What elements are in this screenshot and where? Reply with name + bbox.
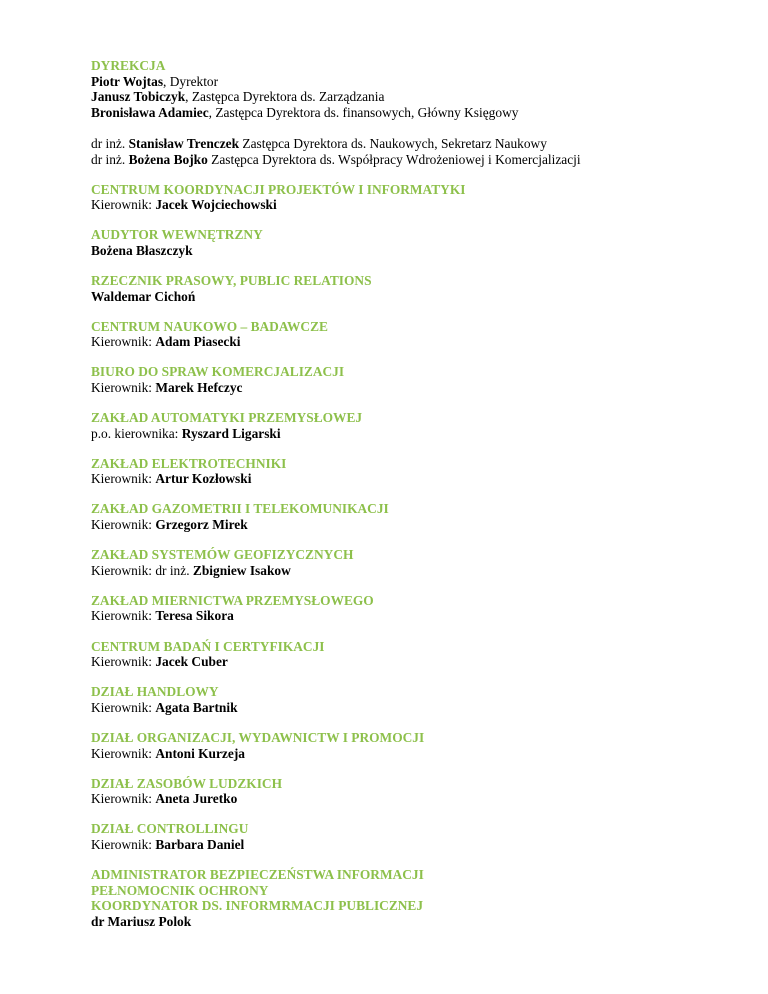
- unit-heading: ZAKŁAD MIERNICTWA PRZEMYSŁOWEGO: [91, 592, 374, 608]
- final-section: [91, 867, 731, 929]
- unit-section: [91, 684, 731, 715]
- person-name: Aneta Juretko: [155, 791, 238, 807]
- public-info-coordinator-heading: KOORDYNATOR DS. INFORMRMACJI PUBLICZNEJ: [91, 898, 424, 914]
- person-name: Stanisław Trenczek: [128, 135, 240, 151]
- org-document: [91, 58, 731, 944]
- person-name: Bronisława Adamiec: [91, 104, 209, 120]
- unit-section: [91, 776, 731, 807]
- direction-section: [91, 58, 731, 167]
- unit-heading: DZIAŁ CONTROLLINGU: [91, 821, 249, 837]
- unit-head-line: [91, 197, 731, 213]
- unit-head-line: [91, 426, 731, 442]
- security-admin-heading: ADMINISTRATOR BEZPIECZEŃSTWA INFORMACJI: [91, 866, 424, 882]
- role-label: Kierownik:: [91, 197, 156, 213]
- person-role: Zastępca Dyrektora ds. Naukowych, Sekretarz Naukowy: [239, 135, 547, 151]
- person-role: Zastępca Dyrektora ds. Współpracy Wdrożeniowej i Komercjalizacji: [207, 151, 581, 167]
- deputy-science-line: [91, 136, 731, 152]
- units-list: [91, 182, 731, 853]
- protection-officer-heading: PEŁNOMOCNIK OCHRONY: [91, 882, 269, 898]
- unit-head-line: [91, 334, 731, 350]
- person-name: Bożena Błaszczyk: [91, 242, 193, 258]
- person-name: Adam Piasecki: [155, 334, 241, 350]
- role-label: Kierownik:: [91, 836, 156, 852]
- title-prefix: dr inż.: [91, 135, 129, 151]
- person-name: Teresa Sikora: [155, 608, 234, 624]
- person-name: Grzegorz Mirek: [155, 517, 248, 533]
- unit-head-line: [91, 563, 731, 579]
- person-name: Marek Hefczyc: [155, 380, 243, 395]
- unit-section: [91, 593, 731, 624]
- unit-heading: ZAKŁAD ELEKTROTECHNIKI: [91, 455, 287, 471]
- unit-section: [91, 730, 731, 761]
- unit-section: [91, 501, 731, 532]
- deputy-management-line: [91, 89, 731, 105]
- person-name: Piotr Wojtas: [91, 73, 164, 89]
- unit-heading: RZECZNIK PRASOWY, PUBLIC RELATIONS: [91, 273, 372, 289]
- person-name: Jacek Cuber: [155, 654, 228, 670]
- unit-head-line: [91, 608, 731, 624]
- unit-section: [91, 456, 731, 487]
- role-label: Kierownik:: [91, 334, 156, 350]
- deputy-cooperation-line: [91, 152, 731, 168]
- unit-head-line: [91, 471, 731, 487]
- deputy-finance-line: [91, 105, 731, 121]
- role-label: Kierownik:: [91, 699, 156, 715]
- role-label: Kierownik:: [91, 471, 156, 487]
- person-name: Jacek Wojciechowski: [155, 197, 277, 213]
- unit-head-line: [91, 746, 731, 762]
- unit-head-line: [91, 517, 731, 533]
- role-label: p.o. kierownika:: [91, 425, 182, 441]
- person-role: , Dyrektor: [163, 73, 219, 89]
- unit-heading: DZIAŁ HANDLOWY: [91, 684, 219, 700]
- person-name: Artur Kozłowski: [155, 471, 252, 487]
- unit-heading: DZIAŁ ZASOBÓW LUDZKICH: [91, 775, 282, 791]
- person-name: Bożena Bojko: [128, 151, 208, 167]
- person-role: , Zastępca Dyrektora ds. Zarządzania: [185, 89, 385, 105]
- unit-heading: ZAKŁAD AUTOMATYKI PRZEMYSŁOWEJ: [91, 410, 363, 426]
- person-name: Janusz Tobiczyk: [91, 89, 186, 105]
- unit-section: [91, 639, 731, 670]
- spacer: [91, 120, 731, 136]
- unit-heading: CENTRUM KOORDYNACJI PROJEKTÓW I INFORMATYKI: [91, 181, 466, 197]
- title-prefix: dr inż.: [91, 151, 129, 167]
- unit-head-line: [91, 289, 731, 305]
- person-name: dr Mariusz Polok: [91, 913, 192, 929]
- role-label: Kierownik:: [91, 791, 156, 807]
- direction-heading: DYREKCJA: [91, 58, 166, 73]
- unit-heading: CENTRUM BADAŃ I CERTYFIKACJI: [91, 638, 325, 654]
- person-role: , Zastępca Dyrektora ds. finansowych, Główny Księgowy: [208, 104, 519, 120]
- unit-head-line: [91, 837, 731, 853]
- person-name: Waldemar Cichoń: [91, 288, 196, 304]
- role-label: Kierownik: dr inż.: [91, 562, 193, 578]
- person-name: Zbigniew Isakow: [192, 562, 291, 578]
- role-label: Kierownik:: [91, 608, 156, 624]
- role-label: Kierownik:: [91, 380, 156, 395]
- unit-head-line: [91, 243, 731, 259]
- unit-head-line: [91, 380, 731, 396]
- unit-heading: BIURO DO SPRAW KOMERCJALIZACJI: [91, 364, 345, 380]
- unit-section: [91, 319, 731, 350]
- unit-heading: ZAKŁAD GAZOMETRII I TELEKOMUNIKACJI: [91, 501, 389, 517]
- unit-section: [91, 821, 731, 852]
- unit-heading: ZAKŁAD SYSTEMÓW GEOFIZYCZNYCH: [91, 547, 354, 563]
- unit-section: [91, 410, 731, 441]
- unit-heading: CENTRUM NAUKOWO – BADAWCZE: [91, 318, 328, 334]
- final-person-line: [91, 914, 731, 930]
- unit-section: [91, 227, 731, 258]
- unit-head-line: [91, 791, 731, 807]
- unit-section: [91, 182, 731, 213]
- role-label: Kierownik:: [91, 654, 156, 670]
- unit-head-line: [91, 654, 731, 670]
- role-label: Kierownik:: [91, 745, 156, 761]
- person-name: Ryszard Ligarski: [181, 425, 281, 441]
- unit-section: [91, 273, 731, 304]
- unit-head-line: [91, 700, 731, 716]
- person-name: Barbara Daniel: [155, 836, 245, 852]
- person-name: Agata Bartnik: [155, 699, 238, 715]
- unit-heading: DZIAŁ ORGANIZACJI, WYDAWNICTW I PROMOCJI: [91, 729, 425, 745]
- role-label: Kierownik:: [91, 517, 156, 533]
- unit-section: [91, 364, 731, 395]
- unit-section: [91, 547, 731, 578]
- director-line: [91, 74, 731, 90]
- unit-heading: AUDYTOR WEWNĘTRZNY: [91, 227, 263, 243]
- person-name: Antoni Kurzeja: [155, 745, 245, 761]
